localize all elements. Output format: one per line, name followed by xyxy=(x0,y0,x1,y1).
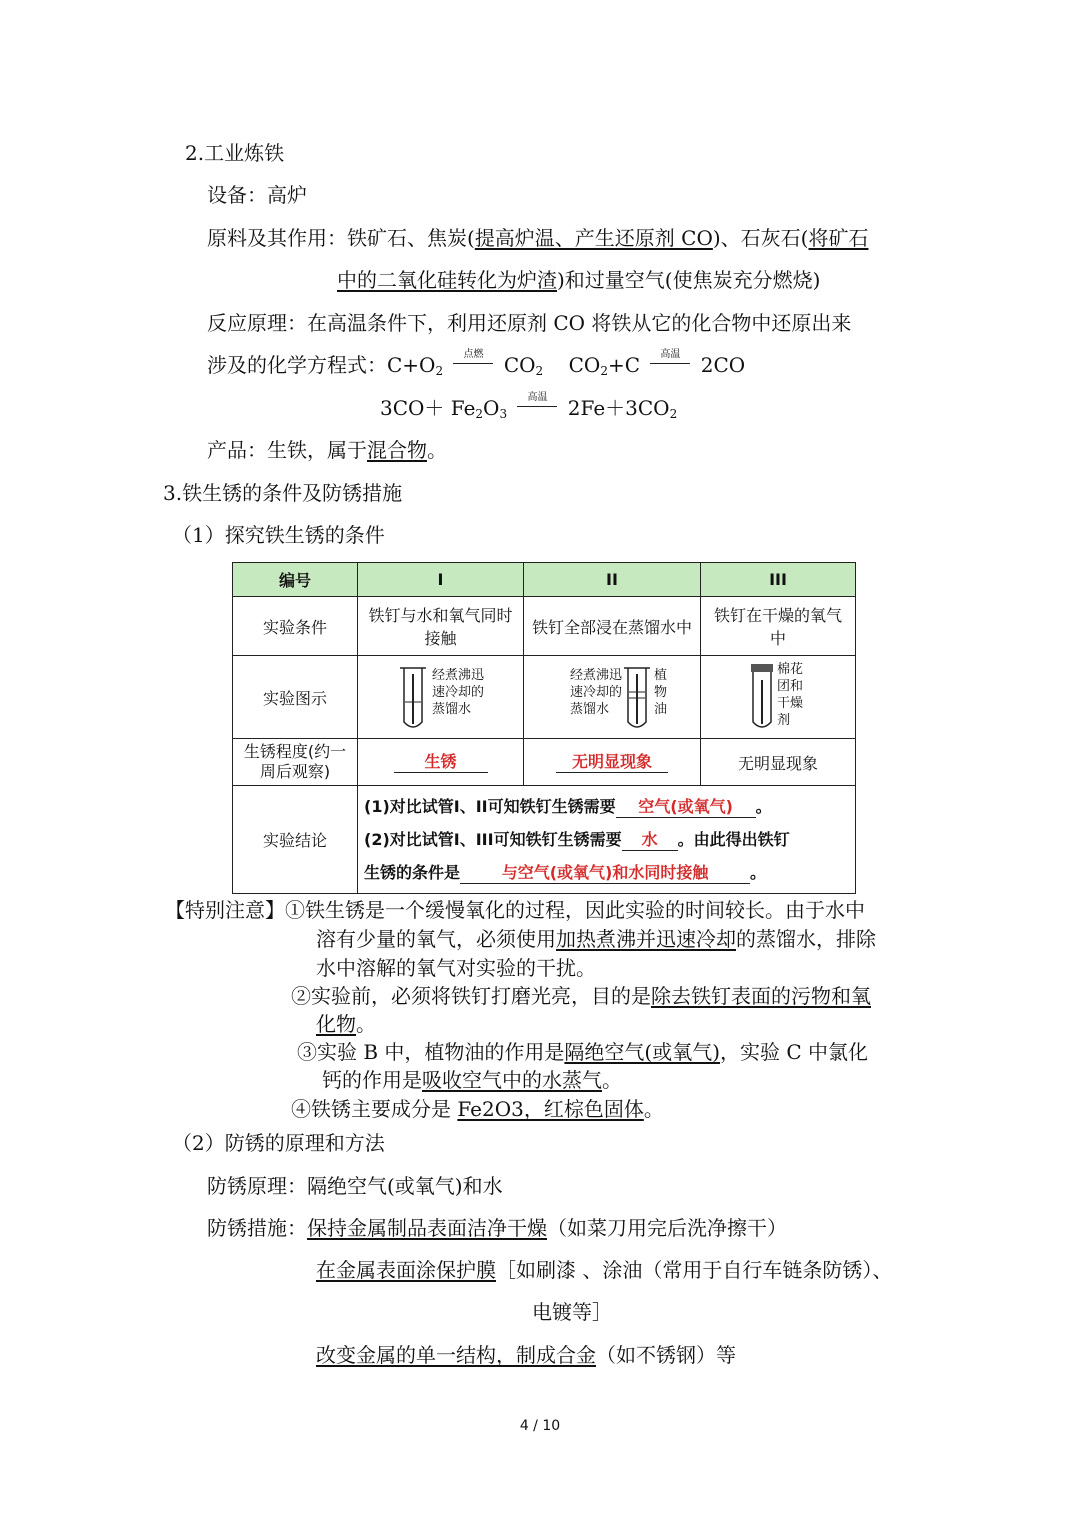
note-1-line-3: 水中溶解的氧气对实验的干扰。 xyxy=(316,956,596,980)
row-label-rust: 生锈程度(约一周后观察) xyxy=(233,739,358,786)
rust-2: 无明显现象 xyxy=(524,739,701,786)
product-line: 产品：生铁，属于混合物。 xyxy=(207,438,447,462)
experiment-table xyxy=(232,562,856,894)
test-tube-icon xyxy=(622,662,652,732)
high-temp-condition: 高温 xyxy=(646,352,694,378)
reaction-principle: 反应原理：在高温条件下，利用还原剂 CO 将铁从它的化合物中还原出来 xyxy=(207,311,852,335)
figure-cell-1 xyxy=(358,656,524,739)
test-tube-icon xyxy=(398,662,428,732)
note-3-line-2: 钙的作用是吸收空气中的水蒸气。 xyxy=(322,1068,622,1092)
raw-materials-line-2: 中的二氧化硅转化为炉渣)和过量空气(使焦炭充分燃烧) xyxy=(337,268,821,292)
rust-3: 无明显现象 xyxy=(701,739,856,786)
row-label-condition: 实验条件 xyxy=(233,597,358,656)
condition-3: 铁钉在干燥的氧气中 xyxy=(701,597,856,656)
measure-3: 改变金属的单一结构，制成合金（如不锈钢）等 xyxy=(316,1343,736,1367)
high-temp-condition-2: 高温 xyxy=(513,395,561,421)
figure-label-2a: 经煮沸迅速冷却的蒸馏水 xyxy=(570,668,623,717)
header-1: I xyxy=(358,563,524,597)
measure-2-cont: 电镀等］ xyxy=(532,1300,612,1324)
page-number: 4 / 10 xyxy=(519,1418,561,1434)
note-1-line-1: 【特别注意】①铁生锈是一个缓慢氧化的过程，因此实验的时间较长。由于水中 xyxy=(165,898,865,922)
figure-label-3: 棉花团和干燥剂 xyxy=(777,662,804,728)
note-4: ④铁锈主要成分是 Fe2O3，红棕色固体。 xyxy=(291,1097,664,1121)
equations-line-2: $3CO+ Fe_2O_3$ 高温 $2Fe+3CO_2$ xyxy=(380,392,678,421)
note-2-line-2: 化物。 xyxy=(316,1012,376,1036)
section-3-title: 3.铁生锈的条件及防锈措施 xyxy=(163,481,403,505)
condition-2: 铁钉全部浸在蒸馏水中 xyxy=(524,597,701,656)
figure-cell-2 xyxy=(524,656,701,739)
header-3: III xyxy=(701,563,856,597)
subsection-1-title: （1）探究铁生锈的条件 xyxy=(172,523,385,547)
row-label-figure: 实验图示 xyxy=(233,656,358,739)
rust-prevention-principle: 防锈原理：隔绝空气(或氧气)和水 xyxy=(207,1174,503,1198)
measure-2: 在金属表面涂保护膜［如刷漆 、涂油（常用于自行车链条防锈）、 xyxy=(316,1258,893,1282)
test-tube-icon xyxy=(747,662,777,732)
equipment-line: 设备：高炉 xyxy=(207,183,307,207)
raw-materials-line: 原料及其作用：铁矿石、焦炭(提高炉温、产生还原剂 CO)、石灰石(将矿石 xyxy=(207,226,869,250)
figure-label-1: 经煮沸迅速冷却的蒸馏水 xyxy=(432,668,485,717)
header-number: 编号 xyxy=(233,563,358,597)
rust-1: 生锈 xyxy=(358,739,524,786)
note-1-line-2: 溶有少量的氧气，必须使用加热煮沸并迅速冷却的蒸馏水，排除 xyxy=(316,927,876,951)
condition-1: 铁钉与水和氧气同时接触 xyxy=(358,597,524,656)
note-3-line-1: ③实验 B 中，植物油的作用是隔绝空气(或氧气)，实验 C 中氯化 xyxy=(297,1040,869,1064)
note-2-line-1: ②实验前，必须将铁钉打磨光亮，目的是除去铁钉表面的污物和氧 xyxy=(291,984,871,1008)
measure-1: 防锈措施：保持金属制品表面洁净干燥（如菜刀用完后洗净擦干） xyxy=(207,1216,787,1240)
section-2-title: 2.工业炼铁 xyxy=(185,141,285,165)
conclusion-cell: (1)对比试管I、II可知铁钉生锈需要 空气(或氧气) 。 (2)对比试管I、III可知铁钉生锈需要 水 。由此得出铁钉 生锈的条件是 与空气(或氧气)和水同时接触 。 xyxy=(358,786,856,894)
subsection-2-title: （2）防锈的原理和方法 xyxy=(172,1131,385,1155)
row-label-conclusion: 实验结论 xyxy=(233,786,358,894)
header-2: II xyxy=(524,563,701,597)
ignite-condition: 点燃 xyxy=(449,352,497,378)
figure-label-2b: 植物油 xyxy=(654,668,668,717)
equations-line-1: 涉及的化学方程式：$C+O_2$ 点燃 $CO_2$ $CO_2+C$ 高温 2CO xyxy=(207,349,746,378)
figure-cell-3 xyxy=(701,656,856,739)
